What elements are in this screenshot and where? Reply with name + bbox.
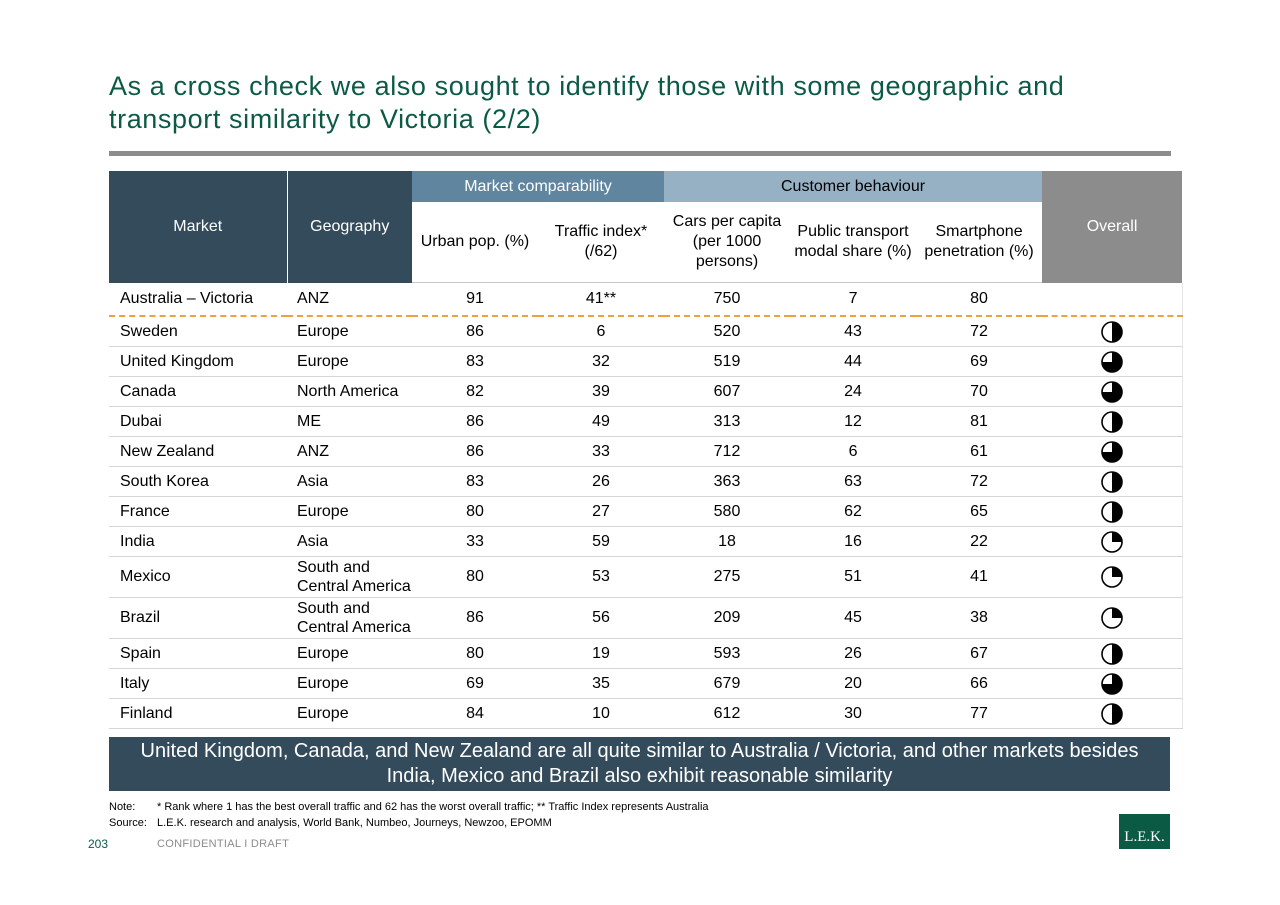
cell-urban: 69 xyxy=(412,669,538,699)
header-urban-pop: Urban pop. (%) xyxy=(412,202,538,283)
cell-geography: ANZ xyxy=(287,283,412,317)
harvey-ball-icon xyxy=(1100,702,1124,726)
cell-cars: 607 xyxy=(664,377,790,407)
cell-cars: 275 xyxy=(664,557,790,598)
cell-smartphone: 81 xyxy=(916,407,1042,437)
cell-cars: 712 xyxy=(664,437,790,467)
harvey-ball-icon xyxy=(1100,320,1124,344)
cell-traffic: 19 xyxy=(538,639,664,669)
cell-overall xyxy=(1042,598,1182,639)
header-public-transport: Public transport modal share (%) xyxy=(790,202,916,283)
cell-smartphone: 72 xyxy=(916,316,1042,347)
cell-cars: 679 xyxy=(664,669,790,699)
header-geography: Geography xyxy=(287,171,412,283)
cell-public-transport: 63 xyxy=(790,467,916,497)
cell-geography: Europe xyxy=(287,497,412,527)
cell-public-transport: 43 xyxy=(790,316,916,347)
cell-market: Italy xyxy=(109,669,287,699)
cell-traffic: 33 xyxy=(538,437,664,467)
cell-traffic: 41** xyxy=(538,283,664,317)
cell-geography: Europe xyxy=(287,316,412,347)
cell-traffic: 59 xyxy=(538,527,664,557)
cell-geography: South and Central America xyxy=(287,557,412,598)
cell-traffic: 49 xyxy=(538,407,664,437)
cell-overall xyxy=(1042,557,1182,598)
cell-market: United Kingdom xyxy=(109,347,287,377)
cell-traffic: 35 xyxy=(538,669,664,699)
harvey-ball-icon xyxy=(1100,500,1124,524)
table-body xyxy=(109,283,1182,729)
table-row xyxy=(109,467,1182,497)
note-text: * Rank where 1 has the best overall traffic and 62 has the worst overall traffic; ** Traffic Index represents Australia xyxy=(157,801,709,813)
cell-urban: 86 xyxy=(412,437,538,467)
confidential-label: CONFIDENTIAL I DRAFT xyxy=(157,838,290,850)
harvey-ball-icon xyxy=(1100,440,1124,464)
harvey-ball-icon xyxy=(1100,672,1124,696)
table-row xyxy=(109,557,1182,598)
cell-cars: 750 xyxy=(664,283,790,317)
table-row xyxy=(109,669,1182,699)
header-traffic-index: Traffic index* (/62) xyxy=(538,202,664,283)
cell-geography: North America xyxy=(287,377,412,407)
cell-public-transport: 12 xyxy=(790,407,916,437)
cell-overall xyxy=(1042,437,1182,467)
cell-market: Spain xyxy=(109,639,287,669)
cell-geography: Europe xyxy=(287,639,412,669)
harvey-ball-icon xyxy=(1100,565,1124,589)
cell-market: Canada xyxy=(109,377,287,407)
cell-public-transport: 7 xyxy=(790,283,916,317)
cell-public-transport: 20 xyxy=(790,669,916,699)
cell-overall xyxy=(1042,467,1182,497)
cell-public-transport: 26 xyxy=(790,639,916,669)
harvey-ball-icon xyxy=(1100,642,1124,666)
cell-market: Australia – Victoria xyxy=(109,283,287,317)
header-market-comparability: Market comparability xyxy=(412,171,664,202)
cell-overall xyxy=(1042,377,1182,407)
table-row xyxy=(109,316,1182,347)
cell-public-transport: 45 xyxy=(790,598,916,639)
conclusion-text: United Kingdom, Canada, and New Zealand are all quite similar to Australia / Victoria, and other markets besides India, Mexico and Brazil also exhibit reasonable similarity xyxy=(140,740,1139,787)
header-customer-behaviour: Customer behaviour xyxy=(664,171,1042,202)
cell-overall xyxy=(1042,283,1182,317)
note-label: Note: xyxy=(109,801,136,813)
header-overall: Overall xyxy=(1042,171,1182,283)
cell-geography: South and Central America xyxy=(287,598,412,639)
cell-overall xyxy=(1042,699,1182,729)
cell-market: India xyxy=(109,527,287,557)
cell-geography: Asia xyxy=(287,467,412,497)
cell-geography: Asia xyxy=(287,527,412,557)
comparison-table xyxy=(109,171,1183,729)
cell-public-transport: 6 xyxy=(790,437,916,467)
table-row xyxy=(109,598,1182,639)
cell-public-transport: 24 xyxy=(790,377,916,407)
cell-public-transport: 30 xyxy=(790,699,916,729)
cell-cars: 519 xyxy=(664,347,790,377)
cell-market: Finland xyxy=(109,699,287,729)
cell-cars: 18 xyxy=(664,527,790,557)
table-row xyxy=(109,497,1182,527)
table-row xyxy=(109,527,1182,557)
cell-market: France xyxy=(109,497,287,527)
page-title: As a cross check we also sought to identify those with some geographic and transport similarity to Victoria (2/2) xyxy=(109,71,1065,134)
cell-traffic: 27 xyxy=(538,497,664,527)
cell-urban: 80 xyxy=(412,557,538,598)
logo-text: L.E.K. xyxy=(1124,829,1165,845)
table-row xyxy=(109,639,1182,669)
cell-market: New Zealand xyxy=(109,437,287,467)
cell-urban: 86 xyxy=(412,598,538,639)
table-row xyxy=(109,437,1182,467)
cell-cars: 580 xyxy=(664,497,790,527)
harvey-ball-icon xyxy=(1100,530,1124,554)
cell-traffic: 32 xyxy=(538,347,664,377)
cell-traffic: 53 xyxy=(538,557,664,598)
cell-smartphone: 41 xyxy=(916,557,1042,598)
cell-market: Mexico xyxy=(109,557,287,598)
table-row xyxy=(109,347,1182,377)
table-row xyxy=(109,283,1182,317)
title-divider xyxy=(109,151,1171,156)
harvey-ball-icon xyxy=(1100,350,1124,374)
cell-overall xyxy=(1042,669,1182,699)
cell-public-transport: 16 xyxy=(790,527,916,557)
cell-traffic: 10 xyxy=(538,699,664,729)
cell-cars: 363 xyxy=(664,467,790,497)
cell-market: South Korea xyxy=(109,467,287,497)
source-line xyxy=(109,815,709,831)
note-line xyxy=(109,799,709,815)
cell-urban: 83 xyxy=(412,347,538,377)
cell-urban: 80 xyxy=(412,497,538,527)
cell-smartphone: 38 xyxy=(916,598,1042,639)
cell-urban: 80 xyxy=(412,639,538,669)
header-smartphone: Smartphone penetration (%) xyxy=(916,202,1042,283)
cell-smartphone: 61 xyxy=(916,437,1042,467)
cell-market: Brazil xyxy=(109,598,287,639)
cell-public-transport: 44 xyxy=(790,347,916,377)
source-text: L.E.K. research and analysis, World Bank, Numbeo, Journeys, Newzoo, EPOMM xyxy=(157,817,552,829)
table-row xyxy=(109,377,1182,407)
cell-market: Sweden xyxy=(109,316,287,347)
cell-smartphone: 67 xyxy=(916,639,1042,669)
conclusion-callout xyxy=(109,737,1170,791)
cell-geography: Europe xyxy=(287,669,412,699)
table-row xyxy=(109,407,1182,437)
cell-market: Dubai xyxy=(109,407,287,437)
cell-smartphone: 72 xyxy=(916,467,1042,497)
cell-smartphone: 80 xyxy=(916,283,1042,317)
cell-urban: 33 xyxy=(412,527,538,557)
cell-smartphone: 77 xyxy=(916,699,1042,729)
cell-public-transport: 51 xyxy=(790,557,916,598)
footnotes xyxy=(109,799,709,831)
lek-logo xyxy=(1119,814,1170,849)
cell-urban: 84 xyxy=(412,699,538,729)
cell-overall xyxy=(1042,497,1182,527)
cell-geography: ANZ xyxy=(287,437,412,467)
harvey-ball-icon xyxy=(1100,470,1124,494)
cell-urban: 91 xyxy=(412,283,538,317)
cell-cars: 593 xyxy=(664,639,790,669)
cell-smartphone: 65 xyxy=(916,497,1042,527)
cell-overall xyxy=(1042,527,1182,557)
cell-cars: 520 xyxy=(664,316,790,347)
header-market: Market xyxy=(109,171,287,283)
cell-overall xyxy=(1042,407,1182,437)
cell-public-transport: 62 xyxy=(790,497,916,527)
cell-cars: 209 xyxy=(664,598,790,639)
cell-traffic: 56 xyxy=(538,598,664,639)
cell-geography: ME xyxy=(287,407,412,437)
cell-overall xyxy=(1042,347,1182,377)
cell-urban: 83 xyxy=(412,467,538,497)
cell-urban: 86 xyxy=(412,316,538,347)
cell-overall xyxy=(1042,639,1182,669)
cell-traffic: 39 xyxy=(538,377,664,407)
cell-traffic: 26 xyxy=(538,467,664,497)
page-number: 203 xyxy=(88,837,109,851)
table-row xyxy=(109,699,1182,729)
cell-smartphone: 70 xyxy=(916,377,1042,407)
harvey-ball-icon xyxy=(1100,380,1124,404)
cell-geography: Europe xyxy=(287,699,412,729)
cell-cars: 612 xyxy=(664,699,790,729)
cell-urban: 82 xyxy=(412,377,538,407)
cell-geography: Europe xyxy=(287,347,412,377)
cell-smartphone: 66 xyxy=(916,669,1042,699)
harvey-ball-icon xyxy=(1100,606,1124,630)
cell-smartphone: 22 xyxy=(916,527,1042,557)
cell-smartphone: 69 xyxy=(916,347,1042,377)
cell-urban: 86 xyxy=(412,407,538,437)
cell-traffic: 6 xyxy=(538,316,664,347)
harvey-ball-icon xyxy=(1100,410,1124,434)
header-cars-per-capita: Cars per capita (per 1000 persons) xyxy=(664,202,790,283)
source-label: Source: xyxy=(109,817,147,829)
cell-overall xyxy=(1042,316,1182,347)
cell-cars: 313 xyxy=(664,407,790,437)
